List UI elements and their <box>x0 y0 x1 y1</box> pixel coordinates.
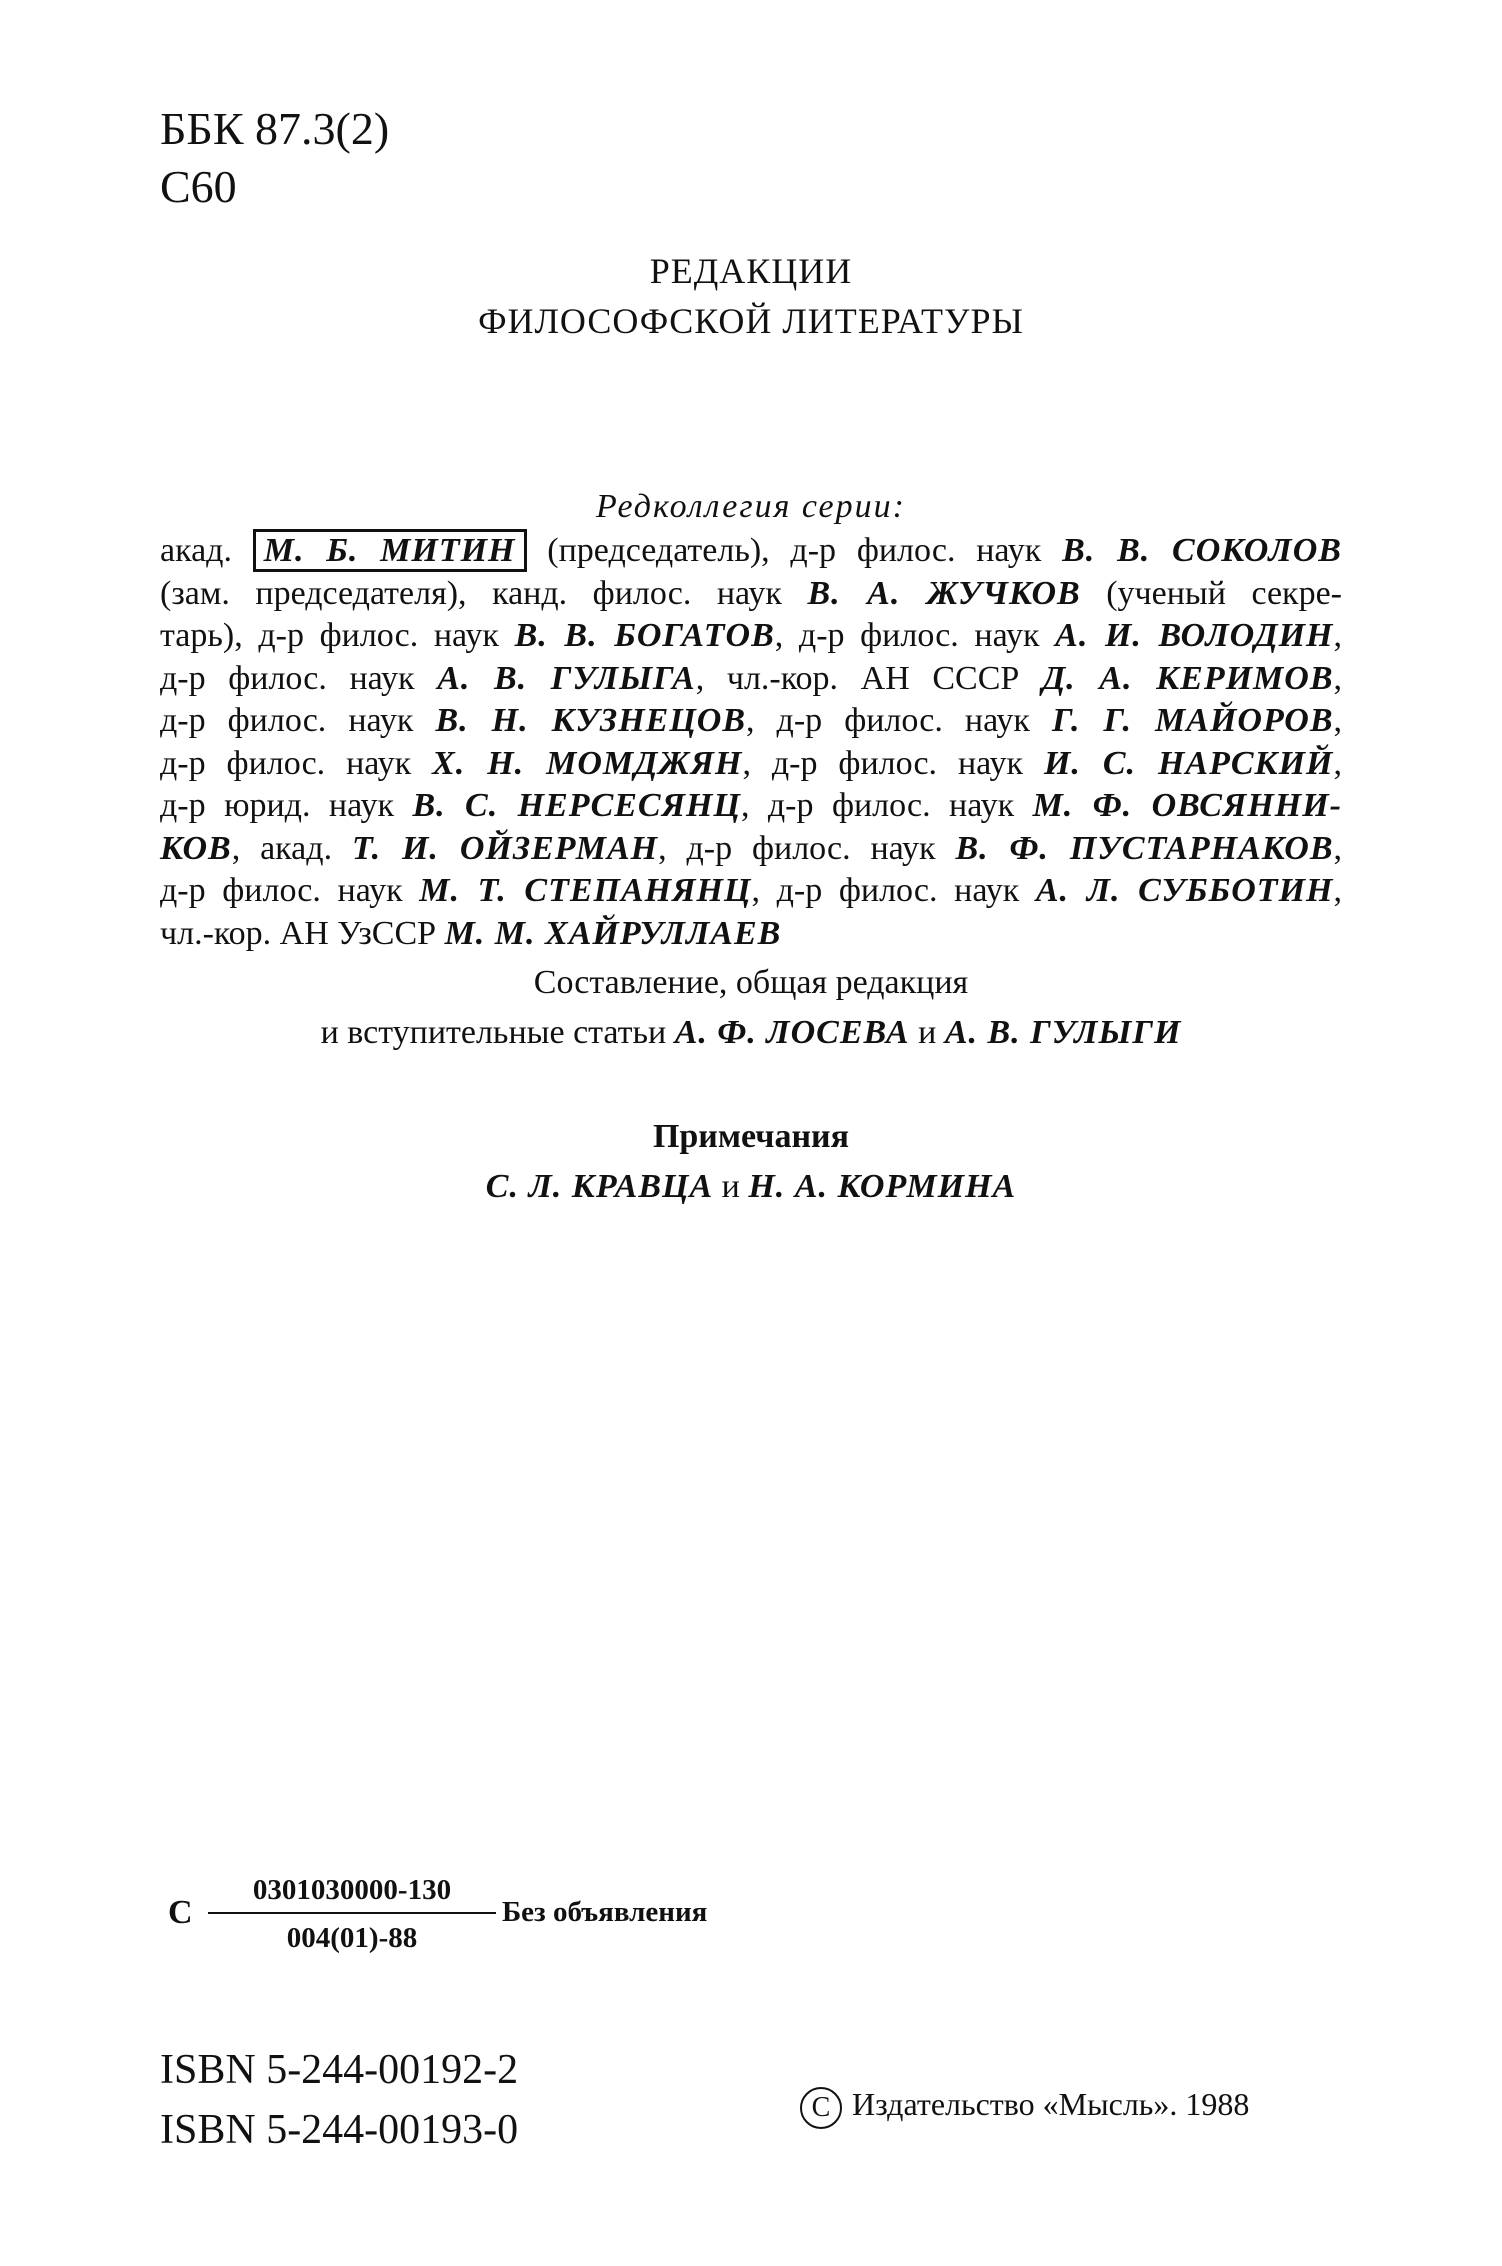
board-member: В. В. СОКОЛОВ <box>1062 532 1342 569</box>
publisher-line-2: ФИЛОСОФСКОЙ ЛИТЕРАТУРЫ <box>478 301 1024 341</box>
board-member: Т. И. ОЙЗЕРМАН <box>351 829 659 867</box>
code-fraction <box>208 1870 496 1958</box>
compilation-line-1: Составление, общая редакция <box>533 964 969 1001</box>
copyright-text: Издательство «Мысль». 1988 <box>852 2086 1250 2122</box>
code-letter: С <box>168 1894 193 1931</box>
publisher-line-1: РЕДАКЦИИ <box>649 251 853 291</box>
author-code: С60 <box>160 161 237 212</box>
board-line: акад. М. Б. МИТИН (председатель), д-р филос. наук В. В. СОКОЛОВ <box>160 530 1342 573</box>
compilation-credits <box>0 958 1502 1058</box>
editorial-board-heading: Редколлегия серии: <box>596 488 906 525</box>
board-member: М. М. ХАЙРУЛЛАЕВ <box>444 914 782 952</box>
board-line: д-р филос. наук А. В. ГУЛЫГА, чл.-кор. АН СССР Д. А. КЕРИМОВ, <box>160 659 1342 697</box>
notes-author-name: С. Л. КРАВЦА <box>485 1168 714 1205</box>
board-line: КОВ, акад. Т. И. ОЙЗЕРМАН, д-р филос. наук В. Ф. ПУСТАРНАКОВ, <box>160 829 1343 867</box>
board-line: д-р филос. наук М. Т. СТЕПАНЯНЦ, д-р филос. наук А. Л. СУББОТИН, <box>160 872 1342 909</box>
board-line: (зам. председателя), канд. филос. наук В. А. ЖУЧКОВ (ученый секре- <box>160 574 1342 612</box>
board-line: д-р юрид. наук В. С. НЕРСЕСЯНЦ, д-р филос. наук М. Ф. ОВСЯННИ- <box>160 787 1342 824</box>
notes-title: Примечания <box>652 1118 850 1155</box>
board-member: М. Т. СТЕПАНЯНЦ <box>419 872 752 909</box>
board-member: М. Ф. ОВСЯННИ- <box>1032 787 1342 824</box>
bbk-code: ББК 87.3(2) <box>160 103 390 154</box>
board-member-boxed: М. Б. МИТИН <box>253 529 527 572</box>
publisher-heading <box>0 246 1502 346</box>
board-member: Д. А. КЕРИМОВ <box>1041 659 1334 697</box>
notes-authors: С. Л. КРАВЦА и Н. А. КОРМИНА <box>485 1168 1017 1205</box>
board-member: Х. Н. МОМДЖЯН <box>432 744 743 782</box>
board-line: д-р филос. наук В. Н. КУЗНЕЦОВ, д-р филос. наук Г. Г. МАЙОРОВ, <box>160 702 1342 739</box>
isbn-line-2: ISBN 5-244-00193-0 <box>160 2107 519 2153</box>
code-denominator: 004(01)-88 <box>286 1922 418 1954</box>
notes-credits <box>0 1112 1502 1212</box>
board-member: А. И. ВОЛОДИН <box>1055 617 1334 654</box>
isbn-line-1: ISBN 5-244-00192-2 <box>160 2047 519 2093</box>
code-note: Без объявления <box>502 1896 708 1928</box>
board-member: В. А. ЖУЧКОВ <box>807 574 1081 612</box>
board-member: В. Н. КУЗНЕЦОВ <box>435 702 747 739</box>
compiler-name: А. В. ГУЛЫГИ <box>944 1014 1182 1051</box>
board-line: тарь), д-р филос. наук В. В. БОГАТОВ, д-р филос. наук А. И. ВОЛОДИН, <box>160 617 1342 654</box>
board-line: д-р филос. наук Х. Н. МОМДЖЯН, д-р филос. наук И. С. НАРСКИЙ, <box>160 744 1342 782</box>
isbn-block <box>160 2040 518 2160</box>
compiler-name: А. Ф. ЛОСЕВА <box>674 1014 910 1051</box>
code-numerator: 0301030000-130 <box>208 1870 496 1914</box>
board-member: КОВ <box>160 829 232 867</box>
board-member: Г. Г. МАЙОРОВ <box>1052 702 1334 739</box>
classification <box>160 100 389 216</box>
board-member: В. Ф. ПУСТАРНАКОВ <box>955 829 1334 867</box>
copyright-notice <box>800 2086 1249 2129</box>
board-member: А. Л. СУББОТИН <box>1035 872 1334 909</box>
notes-author-name: Н. А. КОРМИНА <box>748 1168 1017 1205</box>
compilation-line-2: и вступительные статьи А. Ф. ЛОСЕВА и А. В. ГУЛЫГИ <box>320 1014 1182 1051</box>
board-member: В. В. БОГАТОВ <box>514 617 775 654</box>
board-member: И. С. НАРСКИЙ <box>1043 744 1334 782</box>
board-member: В. С. НЕРСЕСЯНЦ <box>412 787 741 824</box>
board-line: чл.-кор. АН УзССР М. М. ХАЙРУЛЛАЕВ <box>160 914 782 952</box>
copyright-icon: C <box>800 2087 842 2129</box>
board-member: А. В. ГУЛЫГА <box>437 659 696 697</box>
editorial-board <box>160 530 1342 955</box>
